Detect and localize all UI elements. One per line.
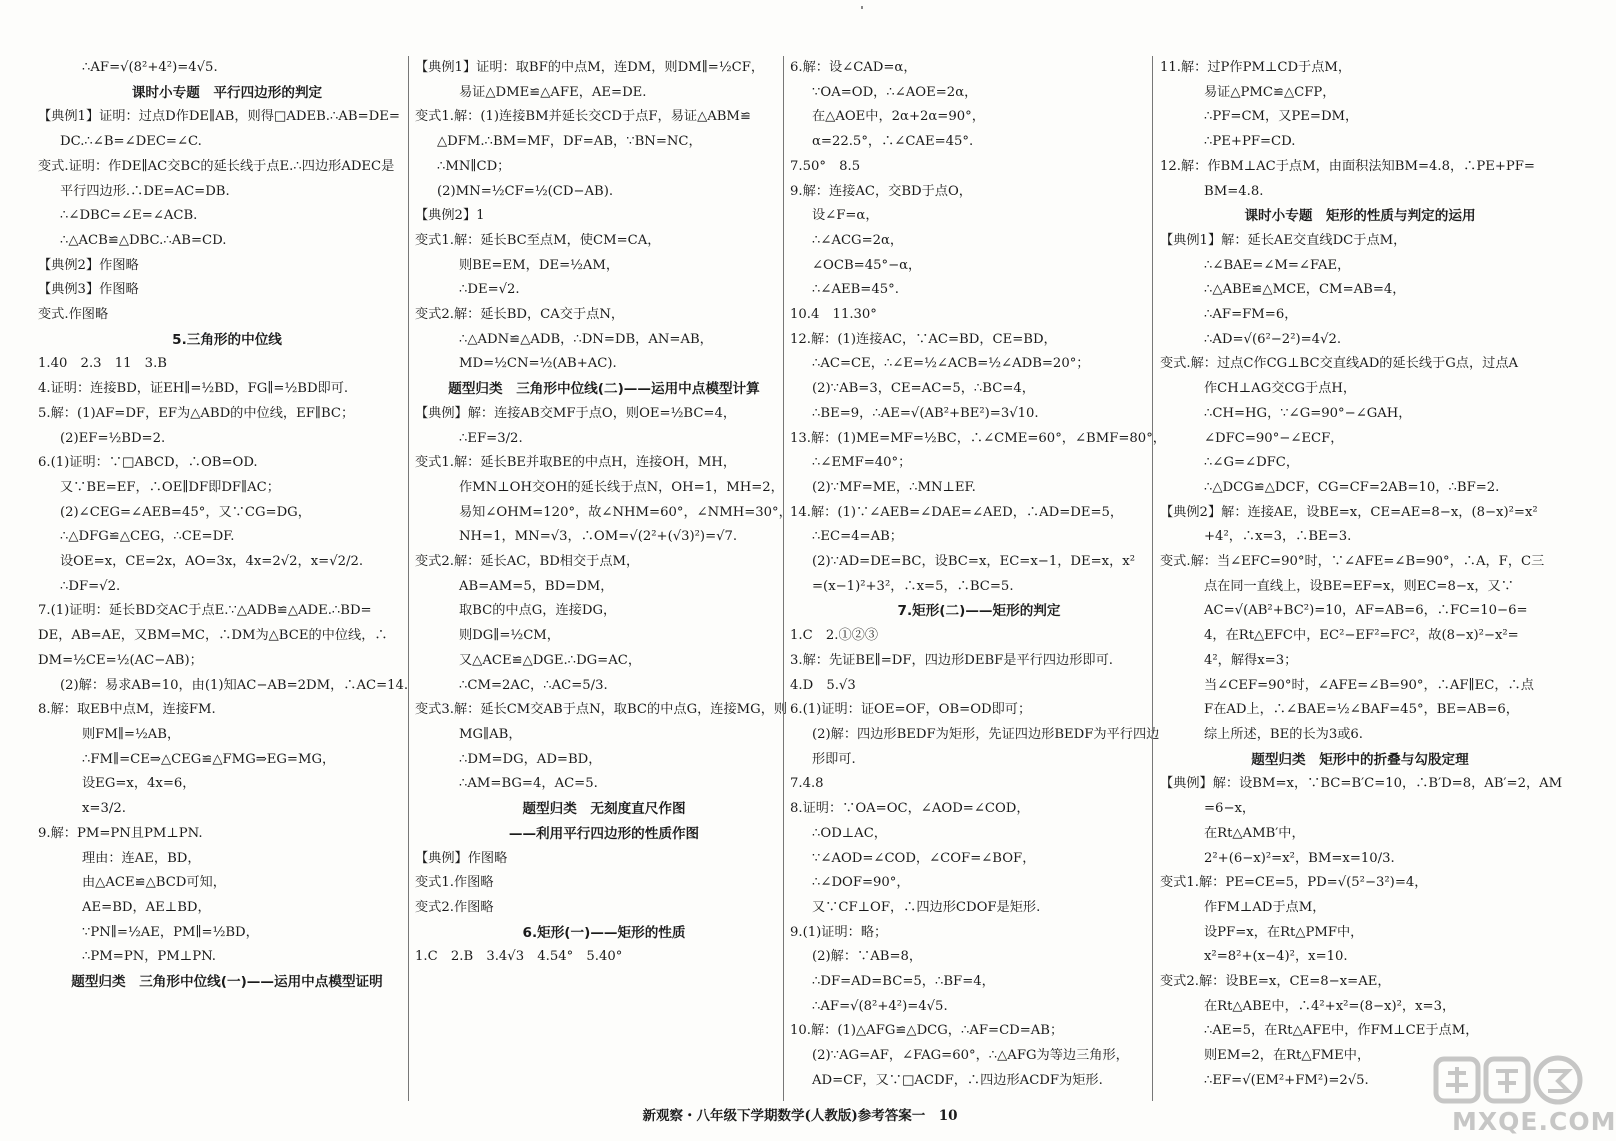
column-divider: [408, 56, 409, 1101]
answer-line: 易证△DME≌△AFE，AE=DE.: [459, 84, 647, 100]
answer-column-4: [1160, 56, 1563, 1096]
answer-line: +4²，∴x=3，∴BE=3.: [1204, 529, 1352, 545]
answer-line: AE=BD，AE⊥BD，: [82, 899, 211, 915]
answer-line: x=3/2.: [82, 801, 126, 817]
answer-line: 【典例1】证明：取BF的中点M，连DM，则DM∥=½CF，: [415, 60, 765, 75]
answer-line: ∠OCB=45°−α，: [812, 257, 922, 273]
answer-line: 在△AOE中，2α+2α=90°，: [812, 109, 985, 125]
answer-line: ∴AF=FM=6，: [1204, 307, 1298, 323]
answer-line: 变式.证明：作DE∥AC交BC的延长线于点E.∴四边形ADEC是: [38, 158, 395, 174]
answer-line: 4²，解得x=3；: [1204, 652, 1298, 668]
answer-line: ∴∠AEB=45°.: [812, 282, 899, 298]
answer-line: 平行四边形.∴DE=AC=DB.: [60, 183, 230, 199]
answer-line: 【典例】解：连接AB交MF于点O，则OE=½BC=4，: [415, 405, 737, 421]
answer-line: (2)MN=½CF=½(CD−AB).: [437, 183, 614, 199]
answer-line: 4.证明：连接BD，证EH∥=½BD，FG∥=½BD即可.: [38, 381, 349, 397]
answer-line: ∴PF=CM，又PE=DM，: [1204, 109, 1359, 125]
answer-line: 在Rt△ABE中，∴4²+x²=(8−x)²，x=3，: [1204, 998, 1456, 1014]
answer-line: 7.4.8: [790, 776, 824, 792]
answer-line: 10.4 11.30°: [790, 307, 877, 323]
answer-line: 设∠F=α，: [812, 208, 879, 224]
answer-line: (2)EF=½BD=2.: [60, 430, 166, 446]
section-heading: ——利用平行四边形的性质作图: [508, 825, 700, 842]
answer-line: ∴△DCG≌△DCF，CG=CF=2AB=10，∴BF=2.: [1204, 479, 1500, 495]
answer-line: 【典例2】1: [415, 208, 485, 224]
answer-line: 10.解：(1)△AFG≌△DCG，∴AF=CD=AB；: [790, 1023, 1064, 1039]
answer-line: 变式1.解：延长BE并取BE的中点H，连接OH，MH，: [415, 455, 737, 471]
answer-line: 易知∠OHM=120°，故∠NHM=60°，∠NMH=30°，: [459, 504, 792, 520]
answer-line: 【典例1】证明：过点D作DE∥AB，则得□ADEB.∴AB=DE=: [38, 109, 400, 125]
answer-line: 变式2.解：延长AC，BD相交于点M，: [415, 554, 640, 570]
answer-line: ∴△ADN≌△ADB，∴DN=DB，AN=AB，: [459, 331, 713, 347]
answer-line: =6−x，: [1204, 801, 1256, 817]
answer-line: 理由：连AE，BD，: [82, 850, 201, 866]
answer-line: 【典例】作图略: [415, 850, 508, 866]
answer-line: 变式1.解：PE=CE=5，PD=√(5²−3²)=4，: [1160, 875, 1428, 891]
answer-line: ∴DE=√2.: [459, 282, 520, 298]
column-divider: [783, 56, 784, 1101]
answer-line: ∴AF=√(8²+4²)=4√5.: [82, 60, 218, 75]
answer-line: ∴∠BAE=∠M=∠FAE，: [1204, 257, 1351, 273]
answer-line: (2)解：∵AB=8，: [812, 949, 923, 965]
answer-line: 取BC的中点G，连接DG，: [459, 603, 617, 619]
answer-line: 4，在Rt△EFC中，EC²−EF²=FC²，故(8−x)²−x²=: [1204, 628, 1519, 644]
answer-line: 又∵BE=EF，∴OE∥DF即DF∥AC；: [60, 479, 280, 495]
answer-line: 4.D 5.√3: [790, 677, 856, 693]
answer-line: DC.∴∠B=∠DEC=∠C.: [60, 134, 202, 150]
answer-line: 6.(1)证明：∵□ABCD，∴OB=OD.: [38, 455, 258, 471]
watermark-text: MXQE.COM: [1452, 1107, 1616, 1136]
answer-line: 9.解：PM=PN且PM⊥PN.: [38, 825, 203, 841]
section-heading: 题型归类 三角形中位线(一)——运用中点模型证明: [71, 974, 383, 991]
answer-line: 9.(1)证明：略；: [790, 924, 888, 940]
answer-line: ∠DFC=90°−∠ECF，: [1204, 430, 1344, 446]
answer-column-2: [415, 56, 793, 1096]
answer-line: ∴∠DOF=90°，: [812, 875, 910, 891]
answer-line: MD=½CN=½(AB+AC).: [459, 356, 617, 372]
answer-line: 8.解：取EB中点M，连接FM.: [38, 702, 216, 718]
answer-line: 变式1.解：(1)连接BM并延长交CD于点F，易证△ABM≌: [415, 109, 751, 125]
answer-line: 【典例1】解：延长AE交直线DC于点M，: [1160, 232, 1407, 248]
answer-line: (2)∵AG=AF，∠FAG=60°，∴△AFG为等边三角形，: [812, 1048, 1129, 1064]
answer-line: 【典例2】解：连接AE，设BE=x，CE=AE=8−x，(8−x)²=x²: [1160, 504, 1538, 520]
answer-line: 变式2.作图略: [415, 899, 494, 915]
section-heading: 题型归类 矩形中的折叠与勾股定理: [1251, 751, 1469, 768]
answer-line: 7.50° 8.5: [790, 158, 861, 174]
answer-line: 12.解：(1)连接AC，∵AC=BD，CE=BD，: [790, 331, 1057, 347]
answer-line: 3.解：先证BE∥=DF，四边形DEBF是平行四边形即可.: [790, 652, 1113, 668]
answer-line: ∴△DFG≌△CEG，∴CE=DF.: [60, 529, 235, 545]
answer-line: 设OE=x，CE=2x，AO=3x，4x=2√2，x=√2/2.: [60, 554, 364, 570]
answer-line: 1.C 2.①②③: [790, 628, 879, 644]
answer-line: ∴AC=CE，∴∠E=½∠ACB=½∠ADB=20°；: [812, 356, 1090, 372]
answer-line: ∴∠ACG=2α，: [812, 232, 904, 248]
answer-line: (2)解：四边形BEDF为矩形，先证四边形BEDF为平行四边: [812, 726, 1160, 742]
answer-line: 又△ACE≌△DGE.∴DG=AC，: [459, 652, 642, 668]
answer-line: α=22.5°，∴∠CAE=45°.: [812, 134, 974, 150]
answer-line: ∴OD⊥AC，: [812, 825, 887, 841]
answer-line: 作FM⊥AD于点M，: [1204, 899, 1326, 915]
answer-line: 1.40 2.3 11 3.B: [38, 356, 167, 372]
answer-line: ∴PM=PN，PM⊥PN.: [82, 949, 216, 965]
section-heading: 6.矩形(一)——矩形的性质: [522, 924, 686, 941]
answer-line: 13.解：(1)ME=MF=½BC，∴∠CME=60°，∠BMF=80°，: [790, 430, 1166, 446]
answer-line: 变式2.解：设BE=x，CE=8−x=AE，: [1160, 974, 1391, 990]
answer-line: (2)∵MF=ME，∴MN⊥EF.: [812, 479, 976, 495]
column-divider: [1152, 56, 1153, 1101]
section-heading: 5.三角形的中位线: [172, 331, 282, 348]
answer-line: 在Rt△AMB′中，: [1204, 825, 1305, 841]
answer-site-logo-icon: [1430, 1053, 1616, 1136]
answer-line: ∴△ABE≌△MCE，CM=AB=4，: [1204, 282, 1406, 298]
answer-line: 作CH⊥AG交CG于点H，: [1204, 381, 1357, 397]
answer-line: =(x−1)²+3²，∴x=5，∴BC=5.: [812, 578, 1014, 594]
answer-line: AC=√(AB²+BC²)=10，AF=AB=6，∴FC=10−6=: [1204, 603, 1528, 619]
answer-line: AD=CF，又∵□ACDF，∴四边形ACDF为矩形.: [812, 1072, 1103, 1088]
answer-line: ∴FM∥=CE⇒△CEG≌△FMG⇒EG=MG，: [82, 751, 336, 767]
answer-line: 11.解：过P作PM⊥CD于点M，: [1160, 60, 1352, 75]
answer-line: ∴∠DBC=∠E=∠ACB.: [60, 208, 198, 224]
answer-line: ∴CH=HG，∵∠G=90°−∠GAH，: [1204, 405, 1412, 421]
answer-line: ∴EF=√(EM²+FM²)=2√5.: [1204, 1072, 1369, 1088]
answer-line: 9.解：连接AC，交BD于点O，: [790, 183, 972, 199]
answer-line: 点在同一直线上，设BE=EF=x，则EC=8−x，又∵: [1204, 578, 1514, 594]
answer-line: 易证△PMC≌△CFP，: [1204, 84, 1336, 100]
answer-line: 8.证明：∵OA=OC，∠AOD=∠COD，: [790, 801, 1030, 817]
answer-line: (2)解：易求AB=10，由(1)知AC−AB=2DM，∴AC=14.: [60, 677, 409, 693]
answer-line: ∵OA=OD，∴∠AOE=2α，: [812, 84, 978, 100]
answer-line: ∴DM=DG，AD=BD，: [459, 751, 602, 767]
answer-line: 【典例】解：设BM=x，∵BC=B′C=10，∴B′D=8，AB′=2，AM: [1160, 776, 1563, 792]
answer-line: 设PF=x，在Rt△PMF中，: [1204, 924, 1364, 940]
answer-line: ∴AM=BG=4，AC=5.: [459, 776, 598, 792]
answer-line: 则DG∥=½CM，: [459, 628, 560, 644]
answer-line: 由△ACE≌△BCD可知，: [82, 875, 226, 891]
answer-line: 1.C 2.B 3.4√3 4.54° 5.40°: [415, 949, 623, 965]
section-heading: 题型归类 三角形中位线(二)——运用中点模型计算: [448, 381, 760, 398]
section-heading: 题型归类 无刻度直尺作图: [522, 801, 686, 818]
answer-line: F在AD上，∴∠BAE=½∠BAF=45°，BE=AB=6，: [1204, 702, 1519, 718]
answer-line: 变式.解：当∠EFC=90°时，∵∠AFE=∠B=90°，∴A，F，C三: [1160, 554, 1545, 570]
answer-column-1: [38, 56, 416, 1096]
answer-line: 则EM=2，在Rt△FME中，: [1204, 1048, 1371, 1064]
answer-line: (2)∠CEG=∠AEB=45°，又∵CG=DG，: [60, 504, 311, 520]
answer-line: DE，AB=AE，又BM=MC，∴DM为△BCE的中位线，∴: [38, 628, 388, 644]
answer-line: 6.解：设∠CAD=α，: [790, 60, 917, 75]
answer-column-3: [790, 56, 1168, 1096]
answer-line: 变式.解：过点C作CG⊥BC交直线AD的延长线于G点，过点A: [1160, 356, 1519, 372]
answer-line: (2)∵AD=DE=BC，设BC=x，EC=x−1，DE=x，x²: [812, 554, 1135, 570]
answer-line: 则BE=EM，DE=½AM，: [459, 257, 620, 273]
answer-line: ∴∠EMF=40°；: [812, 455, 912, 471]
answer-line: ∴MN∥CD；: [437, 158, 511, 174]
answer-line: BM=4.8.: [1204, 183, 1264, 199]
answer-line: ∴AF=√(8²+4²)=4√5.: [812, 998, 948, 1014]
answer-line: ∴△ACB≌△DBC.∴AB=CD.: [60, 232, 227, 248]
answer-line: 2²+(6−x)²=x²，BM=x=10/3.: [1204, 850, 1395, 866]
answer-line: 设EG=x，4x=6，: [82, 776, 196, 792]
answer-line: ∴AE=5，在Rt△AFE中，作FM⊥CE于点M，: [1204, 1023, 1479, 1039]
answer-line: 变式.作图略: [38, 307, 109, 323]
section-heading: 7.矩形(二)——矩形的判定: [897, 603, 1061, 620]
answer-line: ∴EF=3/2.: [459, 430, 523, 446]
answer-line: ∴AD=√(6²−2²)=4√2.: [1204, 331, 1342, 347]
answer-line: (2)∵AB=3，CE=AC=5，∴BC=4，: [812, 381, 1035, 397]
answer-line: DM=½CE=½(AC−AB)；: [38, 652, 203, 668]
answer-line: 又∵CF⊥OF，∴四边形CDOF是矩形.: [812, 899, 1041, 915]
answer-line: 变式2.解：延长BD，CA交于点N，: [415, 307, 625, 323]
answer-line: NH=1，MN=√3，∴OM=√(2²+(√3)²)=√7.: [459, 529, 738, 545]
answer-line: 则FM∥=½AB，: [82, 726, 181, 742]
answer-line: MG∥AB，: [459, 726, 522, 742]
section-heading: 课时小专题 平行四边形的判定: [131, 84, 323, 101]
answer-line: 变式1.解：延长BC至点M，使CM=CA，: [415, 232, 661, 248]
answer-line: ∴∠G=∠DFC，: [1204, 455, 1300, 471]
answer-line: △DFM.∴BM=MF，DF=AB，∵BN=NC，: [437, 134, 702, 150]
answer-line: 6.(1)证明：证OE=OF，OB=OD即可；: [790, 702, 1032, 718]
answer-line: x²=8²+(x−4)²，x=10.: [1204, 949, 1348, 965]
answer-line: 形即可.: [812, 751, 856, 767]
answer-line: ∴PE+PF=CD.: [1204, 134, 1296, 150]
answer-line: 变式1.作图略: [415, 875, 494, 891]
answer-line: ∴CM=2AC，∴AC=5/3.: [459, 677, 608, 693]
answer-line: ∴BE=9，∴AE=√(AB²+BE²)=3√10.: [812, 405, 1039, 421]
answer-line: 综上所述，BE的长为3或6.: [1204, 726, 1363, 742]
answer-line: 7.(1)证明：延长BD交AC于点E.∵△ADB≌△ADE.∴BD=: [38, 603, 372, 619]
answer-line: 当∠CEF=90°时，∠AFE=∠B=90°，∴AF∥EC，∴点: [1204, 677, 1534, 693]
answer-line: 作MN⊥OH交OH的延长线于点N，OH=1，MH=2，: [459, 479, 784, 495]
answer-line: ∵∠AOD=∠COD，∠COF=∠BOF，: [812, 850, 1036, 866]
page-footer: 新观察・八年级下学期数学(人教版)参考答案一 10: [642, 1108, 958, 1124]
answer-line: ∵PN∥=½AE，PM∥=½BD，: [82, 924, 259, 940]
answer-line: ∴DF=√2.: [60, 578, 121, 594]
answer-line: ∴EC=4=AB；: [812, 529, 903, 545]
answer-line: 12.解：作BM⊥AC于点M，由面积法知BM=4.8，∴PE+PF=: [1160, 158, 1535, 174]
answer-line: 14.解：(1)∵∠AEB=∠DAE=∠AED，∴AD=DE=5，: [790, 504, 1124, 520]
scan-mark: [861, 6, 863, 9]
answer-line: 5.解：(1)AF=DF，EF为△ABD的中位线，EF∥BC；: [38, 405, 355, 421]
answer-line: 【典例2】作图略: [38, 257, 139, 273]
section-heading: 课时小专题 矩形的性质与判定的运用: [1244, 208, 1476, 225]
answer-line: 【典例3】作图略: [38, 282, 139, 298]
answer-line: ∴DF=AD=BC=5，∴BF=4，: [812, 974, 995, 990]
answer-line: 变式3.解：延长CM交AB于点N，取BC的中点G，连接MG，则: [415, 702, 788, 718]
answer-line: AB=AM=5，BD=DM，: [459, 578, 614, 594]
